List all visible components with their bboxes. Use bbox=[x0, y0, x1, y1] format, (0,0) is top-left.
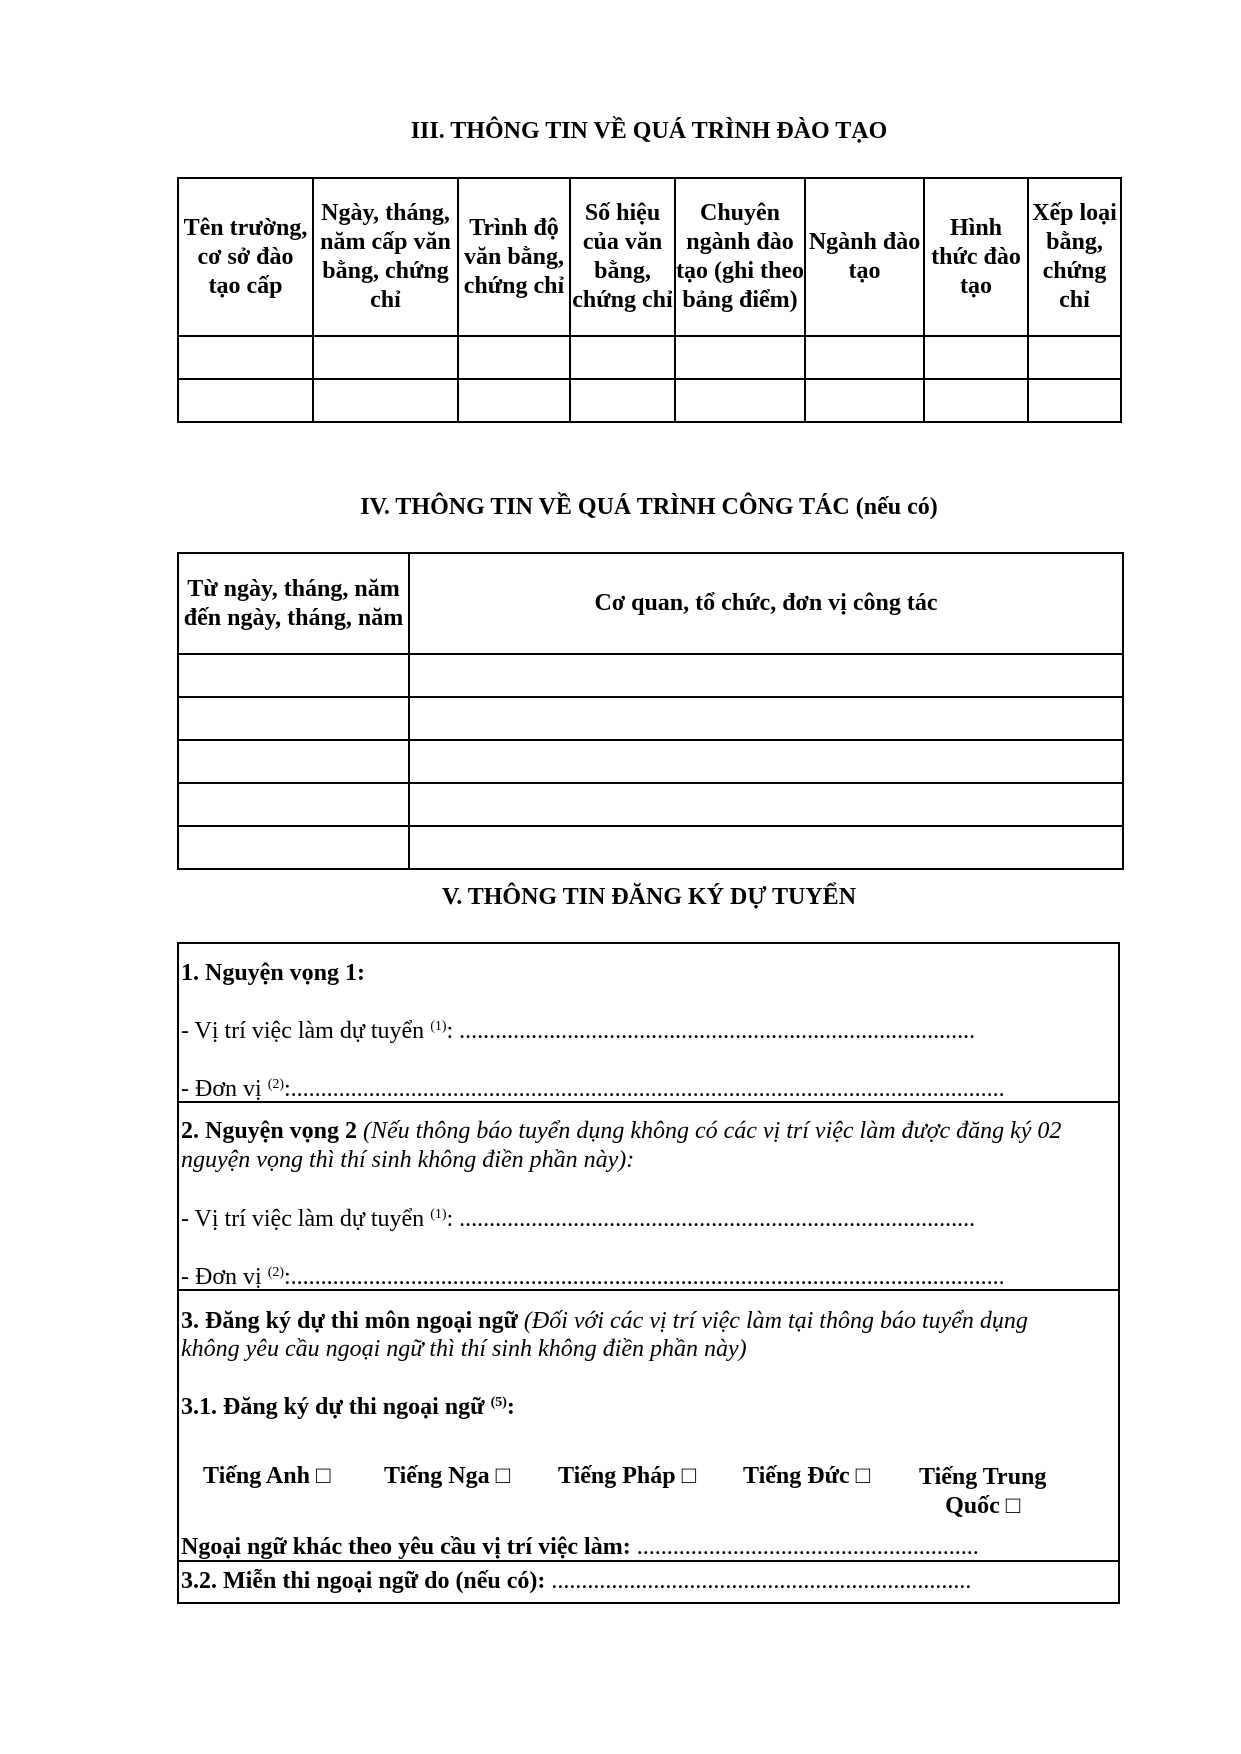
option-chinese-line2: Quốc □ bbox=[945, 1493, 1021, 1519]
option-chinese-line1: Tiếng Trung bbox=[919, 1464, 1047, 1490]
language-note: (Đối với các vị trí việc làm tại thông báo tuyển dụng bbox=[523, 1308, 1028, 1334]
header-organization: Cơ quan, tổ chức, đơn vị công tác bbox=[409, 553, 1123, 654]
section-5-title: V. THÔNG TIN ĐĂNG KÝ DỰ TUYỂN bbox=[441, 884, 857, 910]
exemption-field[interactable]: ...................................................................... bbox=[545, 1568, 972, 1594]
footnote-ref: (5) bbox=[490, 1395, 507, 1410]
section-4-title: IV. THÔNG TIN VỀ QUÁ TRÌNH CÔNG TÁC (nếu có) bbox=[360, 494, 938, 520]
position-field[interactable]: : ...................................................................................... bbox=[446, 1206, 976, 1232]
cell[interactable] bbox=[1028, 336, 1121, 379]
preference-2-note: (Nếu thông báo tuyển dụng không có các vị trí việc làm được đăng ký 02 bbox=[363, 1118, 1062, 1144]
option-english[interactable]: Tiếng Anh □ bbox=[203, 1463, 331, 1489]
cell[interactable] bbox=[1028, 379, 1121, 422]
footnote-ref: (1) bbox=[430, 1019, 447, 1034]
preference-2-note-cont: nguyện vọng thì thí sinh không điền phần này): bbox=[181, 1147, 635, 1173]
cell[interactable] bbox=[409, 654, 1123, 697]
exemption-label: 3.2. Miễn thi ngoại ngữ do (nếu có): bbox=[181, 1568, 546, 1594]
cell[interactable] bbox=[178, 654, 409, 697]
header-form: Hình thức đào tạo bbox=[924, 178, 1028, 336]
cell[interactable] bbox=[805, 379, 924, 422]
cell[interactable] bbox=[178, 826, 409, 869]
other-language-label: Ngoại ngữ khác theo yêu cầu vị trí việc làm: bbox=[181, 1534, 631, 1560]
cell[interactable] bbox=[313, 379, 458, 422]
section-3-title: III. THÔNG TIN VỀ QUÁ TRÌNH ĐÀO TẠO bbox=[410, 118, 888, 144]
cell[interactable] bbox=[178, 783, 409, 826]
cell[interactable] bbox=[675, 379, 805, 422]
unit-label: - Đơn vị bbox=[181, 1264, 262, 1290]
header-level: Trình độ văn bằng, chứng chỉ bbox=[458, 178, 570, 336]
cell[interactable] bbox=[924, 379, 1028, 422]
education-table bbox=[177, 177, 1122, 423]
exemption-box bbox=[177, 1560, 1120, 1604]
header-major: Ngành đào tạo bbox=[805, 178, 924, 336]
footnote-ref: (1) bbox=[430, 1207, 447, 1222]
position-field[interactable]: : ...................................................................................... bbox=[446, 1018, 976, 1044]
work-history-table bbox=[177, 552, 1124, 870]
cell[interactable] bbox=[458, 336, 570, 379]
language-heading: 3. Đăng ký dự thi môn ngoại ngữ bbox=[181, 1308, 518, 1334]
cell[interactable] bbox=[458, 379, 570, 422]
header-period: Từ ngày, tháng, năm đến ngày, tháng, năm bbox=[178, 553, 409, 654]
header-grade: Xếp loại bằng, chứng chỉ bbox=[1028, 178, 1121, 336]
position-label: - Vị trí việc làm dự tuyển bbox=[181, 1018, 425, 1044]
header-issue-date: Ngày, tháng, năm cấp văn bằng, chứng chỉ bbox=[313, 178, 458, 336]
table-row bbox=[178, 336, 1121, 379]
cell[interactable] bbox=[570, 379, 675, 422]
cell[interactable] bbox=[313, 336, 458, 379]
cell[interactable] bbox=[178, 379, 313, 422]
table-row bbox=[178, 697, 1123, 740]
cell[interactable] bbox=[178, 740, 409, 783]
language-box bbox=[177, 1289, 1120, 1562]
cell[interactable] bbox=[178, 336, 313, 379]
table-row bbox=[178, 826, 1123, 869]
option-russian[interactable]: Tiếng Nga □ bbox=[384, 1463, 511, 1489]
cell[interactable] bbox=[409, 783, 1123, 826]
option-german[interactable]: Tiếng Đức □ bbox=[743, 1463, 871, 1489]
unit-field[interactable]: :....................................................................................................................... bbox=[284, 1076, 1005, 1102]
colon: : bbox=[506, 1394, 515, 1420]
footnote-ref: (2) bbox=[267, 1265, 285, 1280]
cell[interactable] bbox=[178, 697, 409, 740]
unit-label: - Đơn vị bbox=[181, 1076, 262, 1102]
language-note-cont: không yêu cầu ngoại ngữ thì thí sinh không điền phần này) bbox=[181, 1336, 747, 1362]
cell[interactable] bbox=[924, 336, 1028, 379]
header-school: Tên trường, cơ sở đào tạo cấp bbox=[178, 178, 313, 336]
unit-field[interactable]: :....................................................................................................................... bbox=[284, 1264, 1005, 1290]
preference-1-heading: 1. Nguyện vọng 1: bbox=[181, 960, 366, 986]
language-exam-label: 3.1. Đăng ký dự thi ngoại ngữ bbox=[181, 1394, 485, 1420]
cell[interactable] bbox=[570, 336, 675, 379]
header-specialization: Chuyên ngành đào tạo (ghi theo bảng điểm) bbox=[675, 178, 805, 336]
preference-1-box bbox=[177, 942, 1120, 1103]
option-french[interactable]: Tiếng Pháp □ bbox=[558, 1463, 697, 1489]
preference-2-heading: 2. Nguyện vọng 2 bbox=[181, 1118, 358, 1144]
footnote-ref: (2) bbox=[267, 1077, 285, 1092]
table-row bbox=[178, 379, 1121, 422]
preference-2-box bbox=[177, 1101, 1120, 1291]
cell[interactable] bbox=[409, 740, 1123, 783]
cell[interactable] bbox=[805, 336, 924, 379]
cell[interactable] bbox=[409, 697, 1123, 740]
option-chinese[interactable] bbox=[919, 1463, 1046, 1521]
header-number: Số hiệu của văn bằng, chứng chỉ bbox=[570, 178, 675, 336]
other-language-field[interactable]: ......................................................... bbox=[630, 1534, 979, 1560]
cell[interactable] bbox=[675, 336, 805, 379]
table-row bbox=[178, 740, 1123, 783]
cell[interactable] bbox=[409, 826, 1123, 869]
position-label: - Vị trí việc làm dự tuyển bbox=[181, 1206, 425, 1232]
table-row bbox=[178, 654, 1123, 697]
table-row bbox=[178, 783, 1123, 826]
